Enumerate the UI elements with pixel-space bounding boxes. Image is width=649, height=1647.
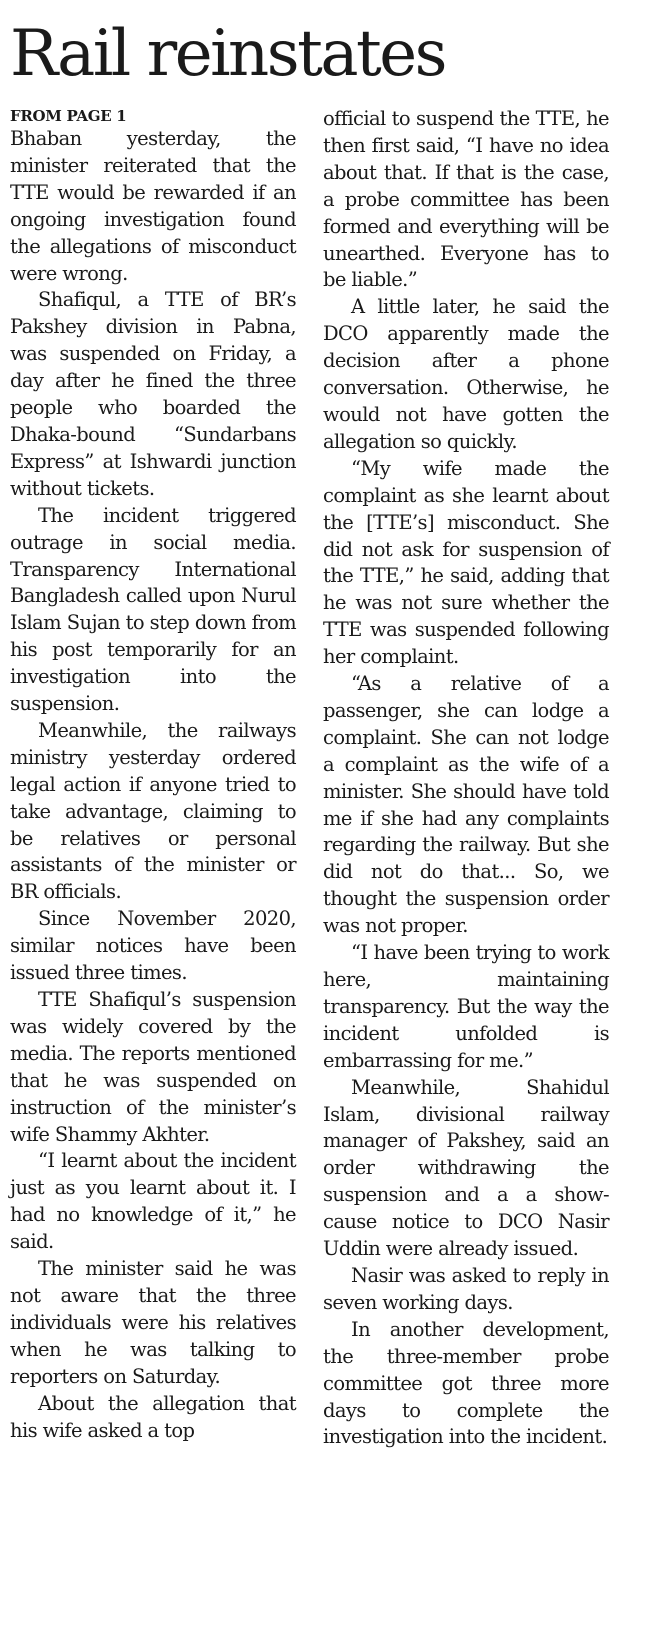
- headline: Rail reinstates: [10, 17, 445, 91]
- paragraph: Meanwhile, the railways ministry yesterday ordered legal action if anyone tried to take advantage, claiming to be relatives or personal assistants of the minister or BR officials.: [10, 718, 296, 904]
- paragraph: The incident triggered outrage in social media. Transparency International Bangladesh called upon Nurul Islam Sujan to step down from his post temporarily for an investigation into the suspension.: [10, 503, 296, 716]
- paragraph: Nasir was asked to reply in seven working days.: [323, 1263, 609, 1314]
- paragraph: Meanwhile, Shahidul Islam, divisional railway manager of Pakshey, said an order withdrawing the suspension and a a show-cause notice to DCO Nasir Uddin were already issued.: [323, 1075, 609, 1261]
- paragraph: “I have been trying to work here, maintaining transparency. But the way the incident unfolded is embarrassing for me.”: [323, 941, 609, 1072]
- paragraph: A little later, he said the DCO apparently made the decision after a phone conversation. Otherwise, he would not have gotten the allegation so quickly.: [323, 295, 609, 453]
- paragraph: “My wife made the complaint as she learnt about the [TTE’s] misconduct. She did not ask for suspension of the TTE,” he said, adding that he was not sure whether the TTE was suspended following her complaint.: [323, 456, 609, 669]
- paragraph: Since November 2020, similar notices have been issued three times.: [10, 907, 296, 985]
- left-column: [10, 106, 296, 1444]
- paragraph: In another development, the three-member probe committee got three more days to complete the investigation into the incident.: [323, 1317, 609, 1449]
- paragraph: Shafiqul, a TTE of BR’s Pakshey division in Pabna, was suspended on Friday, a day after he fined the three people who boarded the Dhaka-bound “Sundarbans Express” at Ishwardi junction without tickets.: [10, 288, 296, 500]
- paragraph: official to suspend the TTE, he then first said, “I have no idea about that. If that is the case, a probe committee has been formed and everything will be unearthed. Everyone has to be liable.”: [323, 107, 609, 292]
- right-column: [323, 106, 609, 1451]
- continuation-kicker: FROM PAGE 1: [10, 107, 127, 125]
- paragraph: Bhaban yesterday, the minister reiterated that the TTE would be rewarded if an ongoing investigation found the allegations of misconduct were wrong.: [10, 127, 296, 285]
- paragraph: TTE Shafiqul’s suspension was widely covered by the media. The reports mentioned that he was suspended on instruction of the minister’s wife Shammy Akhter.: [10, 988, 296, 1146]
- paragraph: “I learnt about the incident just as you learnt about it. I had no knowledge of it,” he said.: [10, 1149, 296, 1254]
- paragraph: “As a relative of a passenger, she can lodge a complaint. She can not lodge a complaint as the wife of a minister. She should have told me if she had any complaints regarding the railway. But she did not do that... So, we thought the suspension order was not proper.: [323, 672, 609, 938]
- paragraph: The minister said he was not aware that the three individuals were his relatives when he was talking to reporters on Saturday.: [10, 1257, 296, 1388]
- paragraph: About the allegation that his wife asked a top: [10, 1391, 296, 1442]
